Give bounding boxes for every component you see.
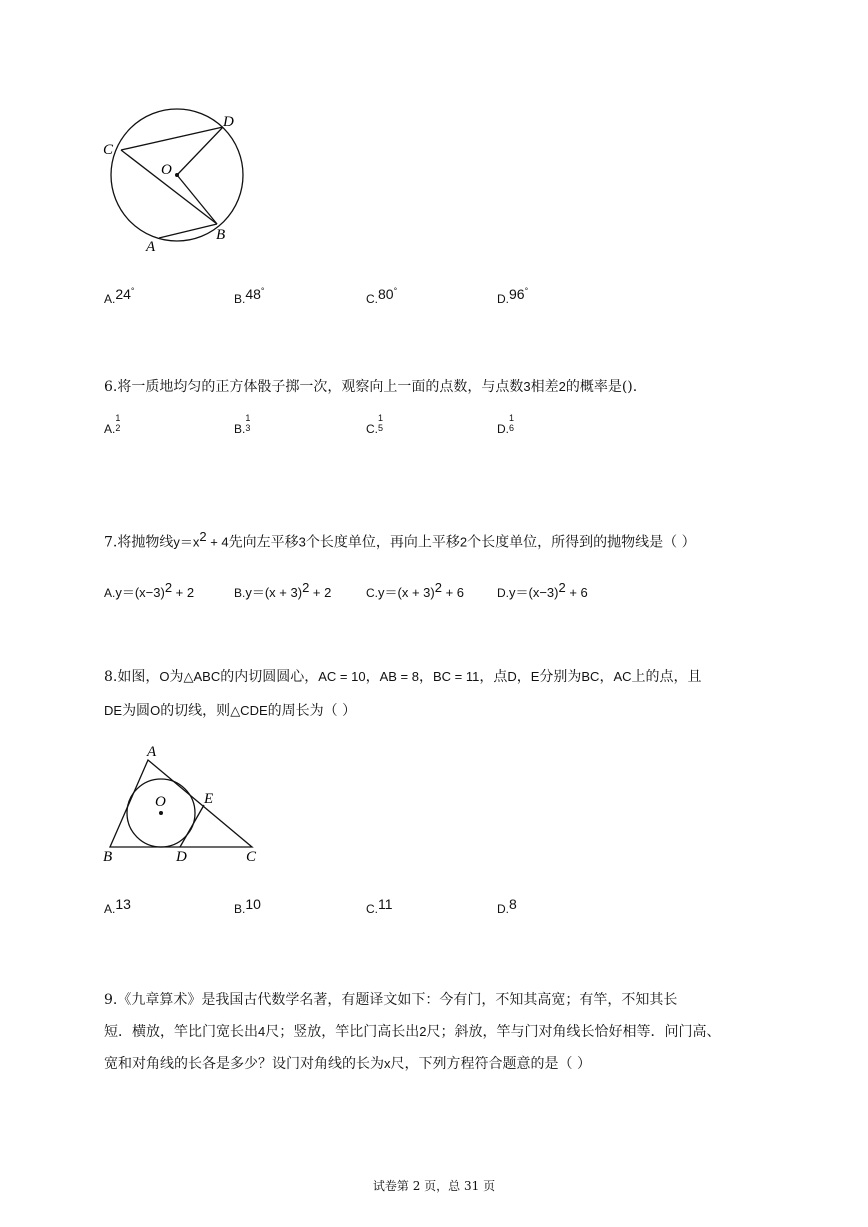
q6-option-a[interactable]: A. 1 2 xyxy=(104,413,121,437)
question-8-stem-line-2: DE为圆O的切线，则△CDE的周长为（ ） xyxy=(104,703,357,719)
q7-option-b[interactable]: $B.y=(x + 3)^2 + 2$ xyxy=(234,580,332,600)
label-d: D xyxy=(223,114,234,130)
question-9-line-3: 宽和对角线的长各是多少？设门对角线的长为x尺，下列方程符合题意的是（ ） xyxy=(104,1056,591,1072)
q8-option-c[interactable]: C.11 xyxy=(366,896,393,916)
label-d: D xyxy=(176,849,187,865)
q7-option-c[interactable]: $C.y=(x + 3)^2 + 6$ xyxy=(366,580,464,600)
page-footer: 试卷第 2 页，总 31 页 xyxy=(372,1179,496,1193)
q6-option-d[interactable]: D. 1 6 xyxy=(497,413,515,437)
q5-option-b[interactable]: B.48° xyxy=(234,286,265,306)
label-a: A xyxy=(146,239,156,255)
circle-figure-q5 xyxy=(95,105,265,255)
question-8-stem-line-1: 8.如图，O为△ABC的内切圆圆心，AC = 10，AB = 8，BC = 11，点D，E分别为BC，AC上的点，且 xyxy=(104,669,702,685)
q5-option-a[interactable]: A.24° xyxy=(104,286,135,306)
q5-option-d[interactable]: D.96° xyxy=(497,286,529,306)
question-7-stem: 7.将抛物线$y=x^2 + 4$先向左平移3个长度单位，再向上平移2个长度单位，所得到的抛物线是（ ） xyxy=(104,529,696,551)
label-a: A xyxy=(147,744,157,760)
question-9-line-2: 短．横放，竿比门宽长出4尺；竖放，竿比门高长出2尺；斜放，竿与门对角线长恰好相等．问门高、 xyxy=(104,1024,721,1040)
question-6-stem: 6.将一质地均匀的正方体骰子掷一次，观察向上一面的点数，与点数3相差2的概率是(). xyxy=(104,379,638,395)
q8-option-d[interactable]: D.8 xyxy=(497,896,517,916)
label-o: O xyxy=(155,794,166,810)
q7-option-a[interactable]: $A.y=(x-3)^2 + 2$ xyxy=(104,580,195,600)
triangle-incircle-figure-q8 xyxy=(100,740,270,865)
label-b: B xyxy=(103,849,113,865)
q5-option-c[interactable]: C.80° xyxy=(366,286,398,306)
q8-option-b[interactable]: B.10 xyxy=(234,896,261,916)
q7-option-d[interactable]: $D.y=(x-3)^2 + 6$ xyxy=(497,580,588,600)
label-e: E xyxy=(204,791,214,807)
label-c: C xyxy=(246,849,257,865)
q8-option-a[interactable]: A.13 xyxy=(104,896,131,916)
question-9-line-1: 9.《九章算术》是我国古代数学名著，有题译文如下：今有门，不知其高宽；有竿，不知其长 xyxy=(104,992,678,1008)
q6-option-b[interactable]: B. 1 3 xyxy=(234,413,251,437)
q6-option-c[interactable]: C. 1 5 xyxy=(366,413,384,437)
label-b: B xyxy=(216,227,226,243)
label-c: C xyxy=(103,142,114,158)
label-o: O xyxy=(161,162,172,178)
